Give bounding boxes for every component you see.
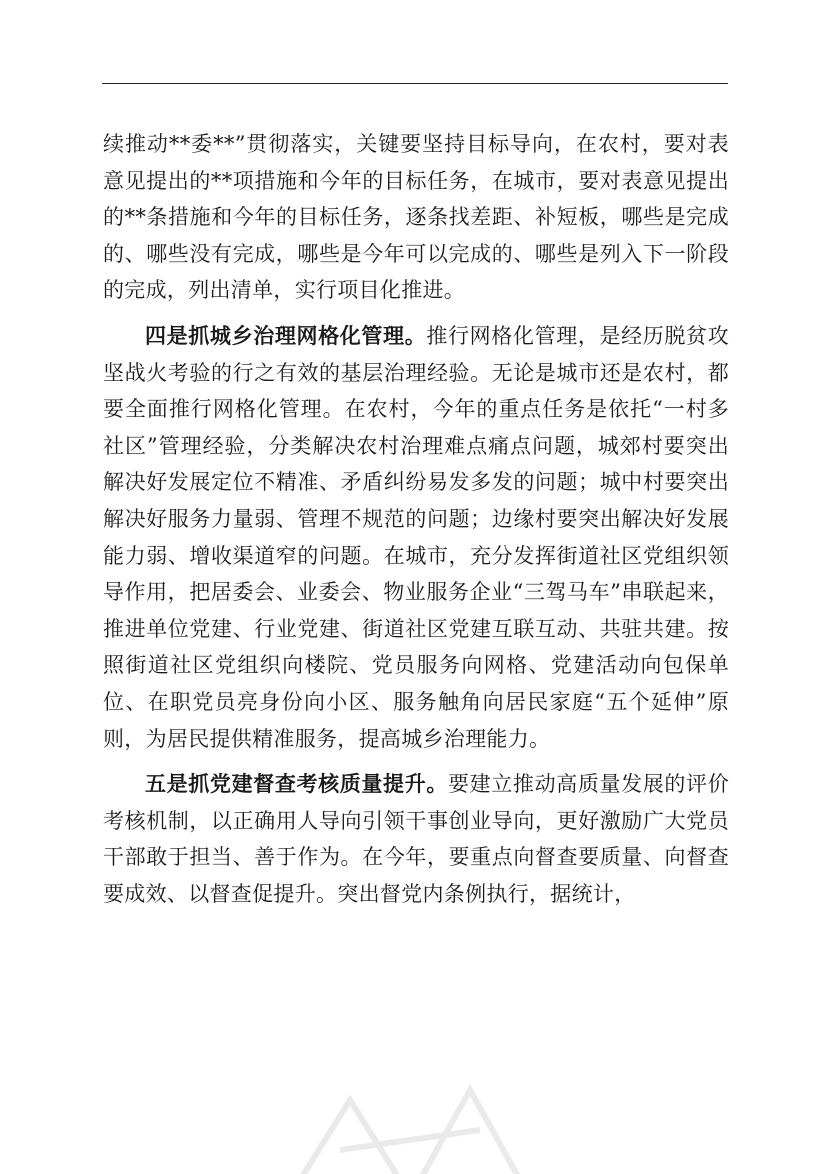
paragraph-2-text: 推行网格化管理，是经历脱贫攻坚战火考验的行之有效的基层治理经验。无论是城市还是农村，都要全面推行网格化管理。在农村，今年的重点任务是依托“一村多社区”管理经验，分类解决农村治理难点痛点问题，城郊村要突出解决好发展定位不精准、矛盾纠纷易发多发的问题；城中村要突出解决好服务力量弱、管理不规范的问题；边缘村要突出解决好发展能力弱、增收渠道窄的问题。在城市，充分发挥街道社区党组织领导作用，把居委会、业委会、物业服务企业“三驾马车”串联起来，推进单位党建、行业党建、街道社区党建互联互动、共驻共建。按照街道社区党组织向楼院、党员服务向网格、党建活动向包保单位、在职党员亮身份向小区、服务触角向居民家庭“五个延伸”原则，为居民提供精准服务，提高城乡治理能力。	[103, 323, 730, 751]
paragraph-1-text: 续推动**委**”贯彻落实，关键要坚持目标导向，在农村，要对表意见提出的**项措施和今年的目标任务，在城市，要对表意见提出的**条措施和今年的目标任务，逐条找差距、补短板，哪些是完成的、哪些没有完成，哪些是今年可以完成的、哪些是列入下一阶段的完成，列出清单，实行项目化推进。	[103, 132, 729, 303]
watermark-graphic	[280, 1060, 540, 1174]
paragraph-1	[103, 126, 729, 309]
header-rule	[102, 83, 728, 84]
paragraph-3	[103, 766, 729, 912]
paragraph-3-lead: 五是抓党建督查考核质量提升。	[145, 771, 448, 797]
paragraph-2	[103, 318, 729, 757]
body-text	[103, 126, 729, 912]
paragraph-3-text: 要建立推动高质量发展的评价考核机制，以正确用人导向引领干事创业导向，更好激励广大党员干部敢于担当、善于作为。在今年，要重点向督查要质量、向督查要成效、以督查促提升。突出督党内条例执行，据统计，	[103, 772, 730, 906]
paragraph-2-lead: 四是抓城乡治理网格化管理。	[145, 322, 427, 348]
